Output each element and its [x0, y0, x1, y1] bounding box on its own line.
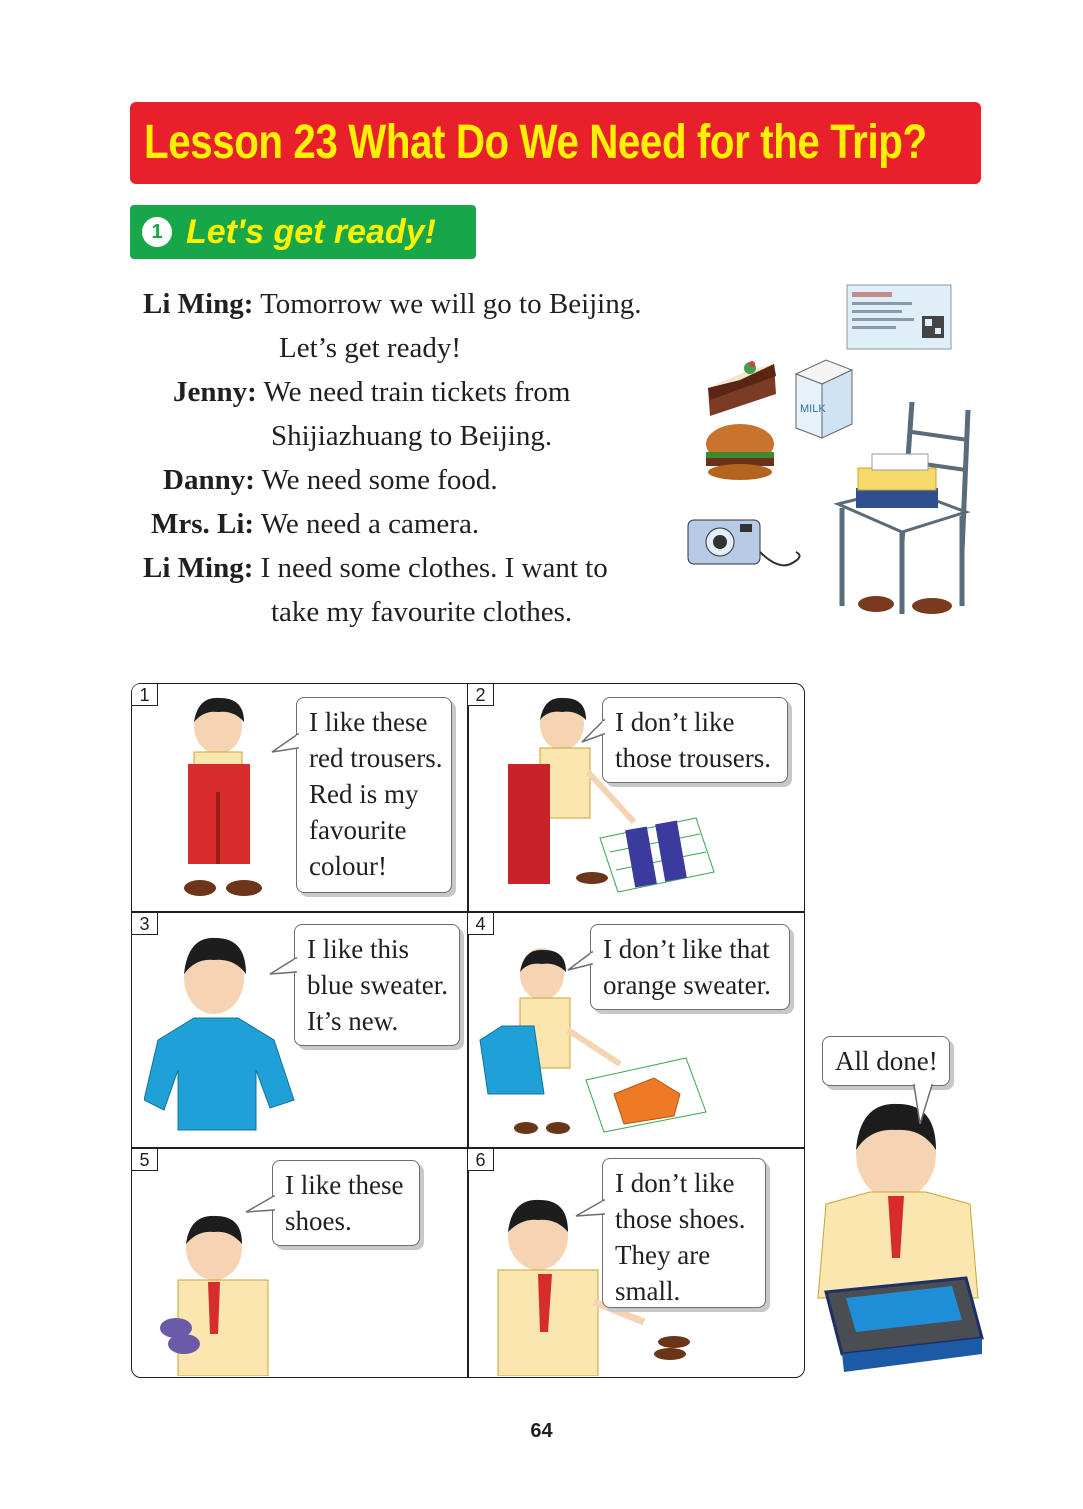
bubble-tail	[270, 730, 300, 760]
bubble-line: I don’t like	[615, 1168, 735, 1198]
lesson-title: Lesson 23 What Do We Need for the Trip?	[144, 116, 927, 169]
bubble-line: Red is my	[309, 779, 419, 809]
speech-bubble-2	[602, 697, 788, 783]
section-number: 1	[142, 217, 172, 247]
panel-number: 1	[132, 684, 158, 706]
camera-icon	[684, 512, 810, 576]
line-text: Tomorrow we will go to Beijing.	[260, 288, 642, 320]
bubble-line: favourite	[309, 815, 407, 845]
speaker-name: Li Ming:	[143, 288, 254, 320]
boy-with-suitcase-icon	[806, 1092, 986, 1374]
panel-number: 4	[468, 913, 494, 935]
bubble-tail	[244, 1192, 276, 1222]
speech-bubble-5	[272, 1160, 420, 1246]
bubble-line: I don’t like	[615, 707, 735, 737]
bubble-line: those trousers.	[615, 743, 771, 773]
line-text: We need train tickets from	[263, 376, 571, 408]
speech-bubble-1	[296, 697, 452, 893]
boy-with-red-trousers-icon	[168, 692, 272, 904]
bubble-line: They are	[615, 1240, 711, 1270]
speech-bubble-6	[602, 1158, 766, 1308]
speech-bubble-3	[294, 924, 460, 1046]
bubble-tail	[910, 1084, 940, 1128]
dialogue-line	[143, 282, 642, 326]
bubble-tail	[574, 1196, 606, 1226]
dialogue-line: Let’s get ready!	[279, 332, 461, 364]
dialogue-line: Shijiazhuang to Beijing.	[271, 420, 553, 452]
boy-with-shoes-icon	[158, 1210, 270, 1376]
bubble-line: I don’t like that	[603, 934, 770, 964]
train-ticket-icon	[846, 284, 952, 350]
svg-text:MILK: MILK	[800, 403, 826, 415]
bubble-line: orange sweater.	[603, 970, 771, 1000]
section-banner	[130, 205, 476, 259]
bubble-line: It’s new.	[307, 1006, 399, 1036]
line-text: I need some clothes. I want to	[260, 552, 608, 584]
bubble-line: colour!	[309, 851, 387, 881]
bubble-line: those shoes.	[615, 1204, 746, 1234]
speech-bubble-4	[590, 924, 790, 1010]
bubble-line: small.	[615, 1276, 681, 1306]
speaker-name: Danny:	[163, 464, 255, 496]
panel-number: 3	[132, 913, 158, 935]
section-title: Let's get ready!	[186, 213, 436, 251]
speaker-name: Li Ming:	[143, 552, 254, 584]
dialogue-line	[151, 502, 479, 546]
bubble-line: All done!	[835, 1046, 938, 1076]
bubble-line: red trousers.	[309, 743, 443, 773]
speech-bubble-all-done	[822, 1036, 950, 1086]
page-number: 64	[530, 1420, 553, 1442]
bubble-line: shoes.	[285, 1206, 352, 1236]
dialogue-line: take my favourite clothes.	[271, 596, 573, 628]
grid-divider	[467, 684, 469, 1377]
chair-with-clothes-icon	[832, 392, 976, 622]
bubble-line: I like this	[307, 934, 409, 964]
bubble-tail	[268, 954, 298, 984]
bubble-line: I like these	[309, 707, 428, 737]
dialogue-line	[143, 546, 608, 590]
bubble-line: blue sweater.	[307, 970, 448, 1000]
dialogue-line	[173, 370, 570, 414]
line-text: We need some food.	[261, 464, 498, 496]
bubble-line: I like these	[285, 1170, 404, 1200]
lesson-title-banner	[130, 102, 981, 184]
panel-number: 5	[132, 1149, 158, 1171]
panel-number: 2	[468, 684, 494, 706]
line-text: We need a camera.	[260, 508, 480, 540]
panel-number: 6	[468, 1149, 494, 1171]
cake-icon	[704, 354, 782, 418]
speaker-name: Mrs. Li:	[151, 508, 255, 540]
bubble-tail	[566, 948, 594, 974]
speaker-name: Jenny:	[173, 376, 257, 408]
hamburger-icon	[702, 422, 778, 482]
bubble-tail	[580, 716, 606, 746]
dialogue-line	[163, 458, 498, 502]
